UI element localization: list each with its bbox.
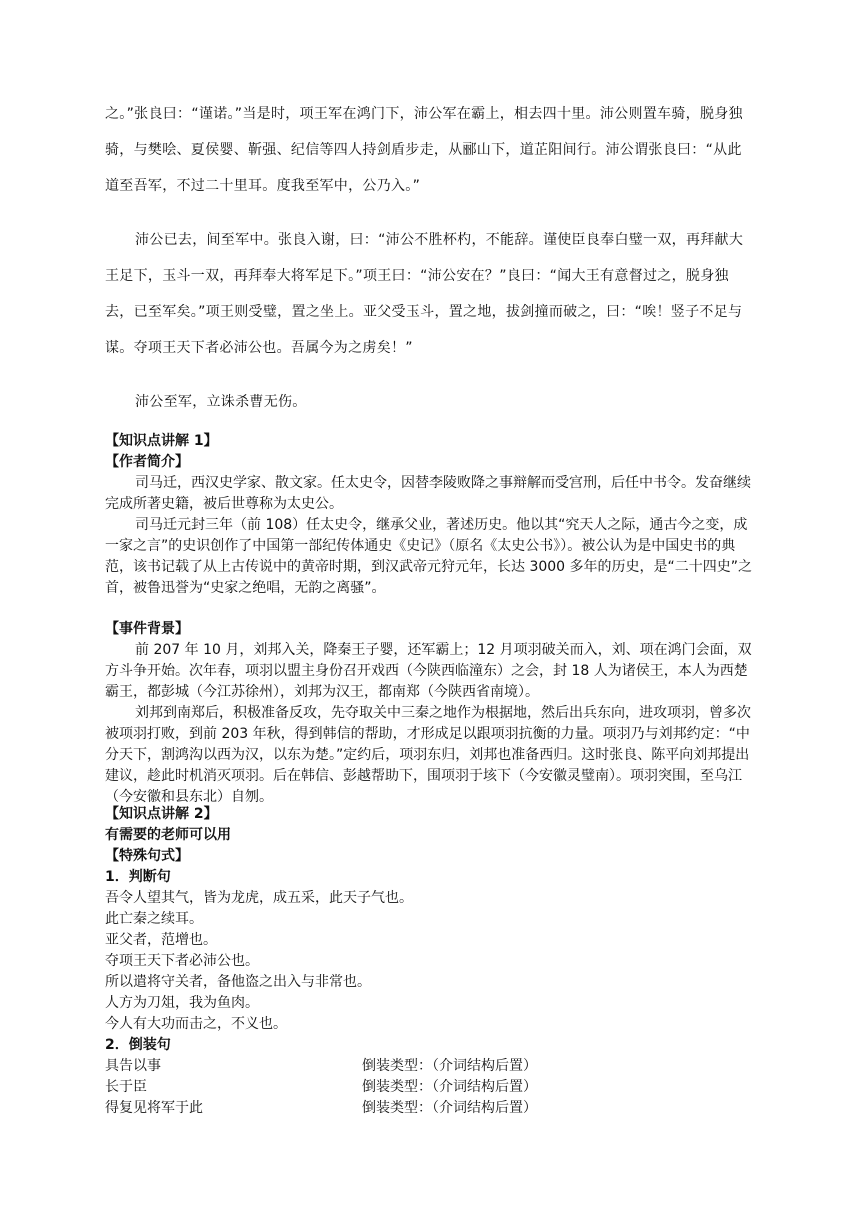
background-paragraph-2: 刘邦到南郑后，积极准备反攻，先夺取关中三秦之地作为根据地，然后出兵东向，进攻项羽，曾多次被项羽打败，到前 203 年秋，得到韩信的帮助，才形成足以跟项羽抗衡的力量。项羽乃与刘邦约定：“中分天下，割鸿沟以西为汉，以东为楚。”定约后，项羽东归，刘邦也准备西归。这时张良、陈平向刘邦提出建议，趁此时机消灭项羽。后在韩信、彭越帮助下，围项羽于垓下（今安徽灵璧南）。项羽突围，至乌江（今安徽和县东北）自刎。 [105, 705, 751, 805]
author-paragraph-1: 司马迁，西汉史学家、散文家。任太史令，因替李陵败降之事辩解而受宫刑，后任中书令。发奋继续完成所著史籍，被后世尊称为太史公。 [105, 475, 751, 512]
inversion-item-sentence: 具告以事 [105, 1058, 161, 1074]
teacher-note: 有需要的老师可以用 [105, 827, 231, 843]
inversion-item-type: 倒装类型：（介词结构后置） [362, 1100, 537, 1116]
author-heading: 【作者简介】 [105, 454, 189, 470]
judgment-sentence-heading: 1．判断句 [105, 869, 171, 885]
text-paragraph-1: 之。”张良曰：“谨诺。”当是时，项王军在鸿门下，沛公军在霸上，相去四十里。沛公则置车骑，脱身独骑，与樊哙、夏侯婴、靳强、纪信等四人持剑盾步走，从郦山下，道芷阳间行。沛公谓张良曰：“从此道至吾军，不过二十里耳。度我至军中，公乃入。” [105, 106, 743, 194]
knowledge-2-heading: 【知识点讲解 2】 [105, 806, 218, 822]
judgment-item: 亚父者，范增也。 [105, 932, 217, 948]
background-heading: 【事件背景】 [105, 621, 189, 637]
judgment-item: 此亡秦之续耳。 [105, 911, 203, 927]
text-paragraph-3: 沛公至军，立诛杀曹无伤。 [135, 394, 307, 410]
inversion-item-sentence: 得复见将军于此 [105, 1100, 203, 1116]
inversion-item-type: 倒装类型：（介词结构后置） [362, 1058, 537, 1074]
knowledge-1-heading: 【知识点讲解 1】 [105, 433, 218, 449]
judgment-item: 人方为刀俎，我为鱼肉。 [105, 995, 259, 1011]
inversion-item-type: 倒装类型：（介词结构后置） [362, 1079, 537, 1095]
inversion-item-sentence: 长于臣 [105, 1079, 147, 1095]
author-paragraph-2: 司马迁元封三年（前 108）任太史令，继承父业，著述历史。他以其“究天人之际，通古今之变，成一家之言”的史识创作了中国第一部纪传体通史《史记》（原名《太史公书》）。被公认为是中国史书的典范，该书记载了从上古传说中的黄帝时期，到汉武帝元狩元年，长达 3000 多年的历史，是“二十四史”之首，被鲁迅誉为“史家之绝唱，无韵之离骚”。 [105, 517, 753, 596]
text-paragraph-2: 沛公已去，间至军中。张良入谢，曰：“沛公不胜杯杓，不能辞。谨使臣良奉白璧一双，再拜献大王足下，玉斗一双，再拜奉大将军足下。”项王曰：“沛公安在？”良曰：“闻大王有意督过之，脱身独去，已至军矣。”项王则受璧，置之坐上。亚父受玉斗，置之地，拔剑撞而破之，曰：“唉！竖子不足与谋。夺项王天下者必沛公也。吾属今为之虏矣！” [105, 232, 744, 356]
judgment-item: 夺项王天下者必沛公也。 [105, 953, 259, 969]
judgment-item: 今人有大功而击之，不义也。 [105, 1016, 287, 1032]
judgment-item: 所以遣将守关者，备他盗之出入与非常也。 [105, 974, 371, 990]
judgment-item: 吾令人望其气，皆为龙虎，成五采，此天子气也。 [105, 890, 413, 906]
background-paragraph-1: 前 207 年 10 月，刘邦入关，降秦王子婴，还军霸上；12 月项羽破关而入，刘、项在鸿门会面，双方斗争开始。次年春，项羽以盟主身份召开戏西（今陕西临潼东）之会，封 18 人为诸侯王，本人为西楚霸王，都彭城（今江苏徐州），刘邦为汉王，都南郑（今陕西省南境）。 [105, 642, 752, 700]
inversion-sentence-heading: 2．倒装句 [105, 1037, 171, 1053]
special-sentence-heading: 【特殊句式】 [105, 848, 189, 864]
